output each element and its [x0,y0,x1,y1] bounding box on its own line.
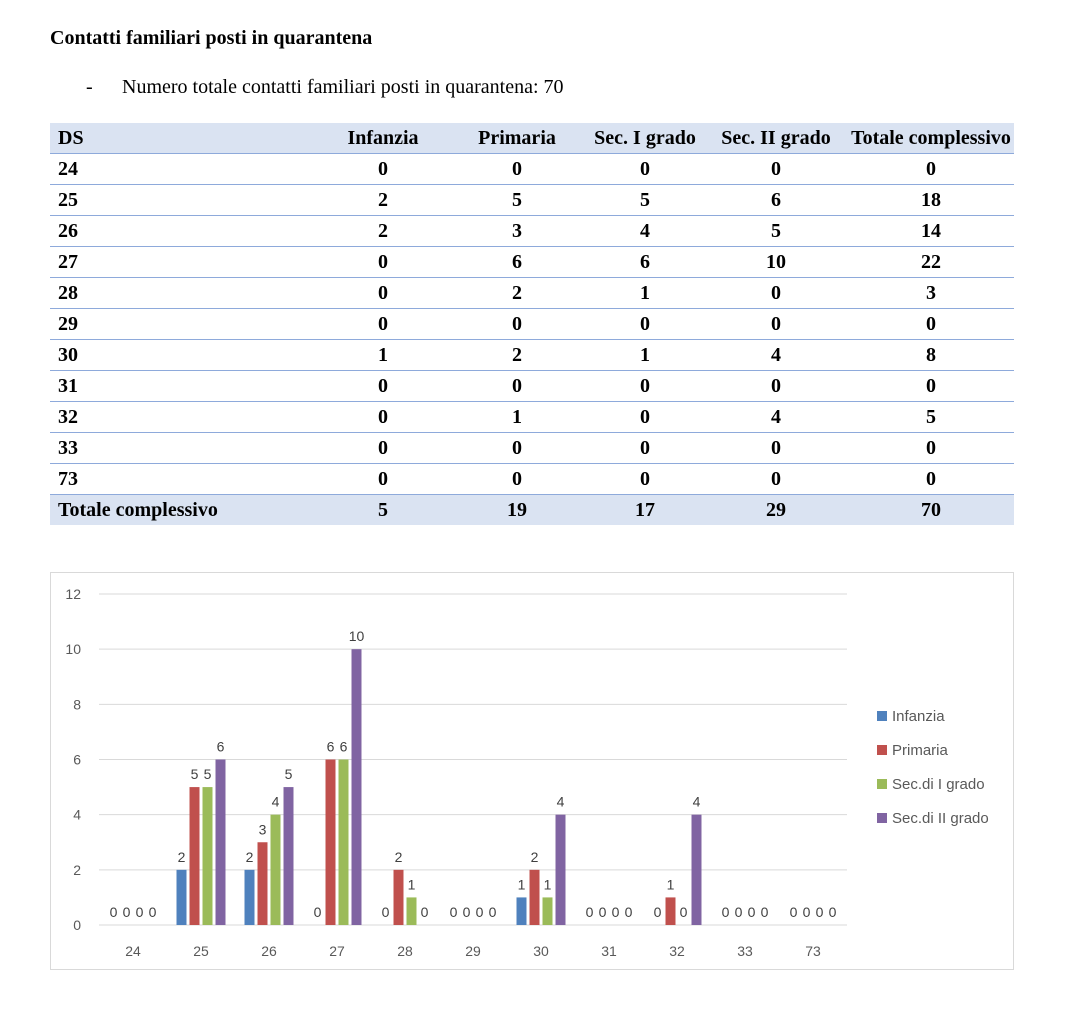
table-cell: 4 [704,340,848,371]
total-cell: 17 [635,499,655,521]
data-label: 0 [148,904,157,920]
total-cell: 70 [921,499,941,521]
data-label: 1 [517,876,526,893]
bar-sec-di-ii-grado [556,815,566,925]
table-cell: 6 [586,247,704,278]
table-cell: 0 [318,433,448,464]
data-label: 4 [692,793,701,810]
table-cell: 5 [704,216,848,247]
table-cell: 1 [448,402,586,433]
table-cell: 14 [848,216,1014,247]
x-tick-label: 27 [329,943,345,959]
table-row [50,464,1014,495]
total-cell: 5 [378,499,388,521]
data-label: 6 [326,738,335,755]
table-header-row [50,123,1014,154]
table-cell: 6 [448,247,586,278]
table-cell: 18 [848,185,1014,216]
data-label: 3 [258,821,267,838]
total-cell: 29 [766,499,786,521]
data-label: 0 [381,904,390,920]
header-infanzia: Infanzia [318,123,448,154]
legend-swatch [877,813,887,823]
data-label: 10 [348,628,365,645]
table-row [50,216,1014,247]
table-cell: 1 [586,340,704,371]
table-row [50,185,1014,216]
data-label: 0 [462,904,471,920]
bar-sec-di-ii-grado [692,815,702,925]
data-label: 0 [135,904,144,920]
table-cell: 2 [318,216,448,247]
table-cell: 0 [848,371,1014,402]
table-cell: 0 [448,464,586,495]
data-label: 0 [760,904,769,920]
table-cell: 0 [848,309,1014,340]
x-tick-label: 29 [465,943,481,959]
bar-primaria [394,870,404,925]
bar-primaria [666,897,676,925]
table-cell: 0 [448,433,586,464]
data-label: 0 [789,904,798,920]
table-row [50,278,1014,309]
data-label: 0 [611,904,620,920]
table-cell: 22 [848,247,1014,278]
table-cell: 0 [318,154,448,185]
table-cell: 4 [704,402,848,433]
data-label: 0 [747,904,756,920]
table-cell: 0 [848,433,1014,464]
data-label: 0 [653,904,662,920]
table-cell: 3 [448,216,586,247]
ds-cell: 33 [50,433,318,464]
bar-primaria [326,760,336,926]
data-label: 0 [679,904,688,920]
table-cell: 1 [586,278,704,309]
table-row [50,154,1014,185]
table-cell: 3 [848,278,1014,309]
data-label: 2 [177,848,186,865]
bar-primaria [190,787,200,925]
total-contacts-text: Numero totale contatti familiari posti in quarantena: 70 [122,76,564,98]
page-title: Contatti familiari posti in quarantena [50,27,373,49]
bar-sec-di-i-grado [339,760,349,926]
table-row [50,340,1014,371]
table-cell: 5 [848,402,1014,433]
ds-cell: 24 [50,154,318,185]
table-cell: 0 [448,309,586,340]
x-tick-label: 73 [805,943,821,959]
data-label: 0 [815,904,824,920]
data-label: 0 [122,904,131,920]
data-label: 0 [598,904,607,920]
table-row [50,247,1014,278]
x-tick-label: 28 [397,943,413,959]
table-cell: 0 [318,309,448,340]
bar-sec-di-ii-grado [352,649,362,925]
ds-cell: 30 [50,340,318,371]
data-label: 0 [585,904,594,920]
bar-primaria [530,870,540,925]
table-cell: 2 [318,185,448,216]
data-label: 1 [666,876,675,893]
bar-sec-di-i-grado [271,815,281,925]
table-cell: 10 [704,247,848,278]
table-row [50,402,1014,433]
table-cell: 0 [448,371,586,402]
table-row [50,433,1014,464]
table-total-row [50,495,1014,526]
table-cell: 2 [448,278,586,309]
x-tick-label: 32 [669,943,685,959]
ds-cell: 29 [50,309,318,340]
table-cell: 2 [448,340,586,371]
bar-sec-di-ii-grado [284,787,294,925]
bullet-marker: - [86,76,93,98]
ds-cell: 25 [50,185,318,216]
table-cell: 0 [318,247,448,278]
x-tick-label: 30 [533,943,549,959]
bar-infanzia [517,897,527,925]
header-totale: Totale complessivo [848,123,1014,154]
x-tick-label: 33 [737,943,753,959]
y-tick-label: 2 [73,861,81,878]
data-label: 0 [802,904,811,920]
data-label: 0 [828,904,837,920]
header-ds: DS [50,123,318,154]
y-tick-label: 6 [73,751,81,768]
data-label: 0 [449,904,458,920]
table-cell: 0 [586,433,704,464]
ds-cell: 28 [50,278,318,309]
bar-sec-di-i-grado [407,897,417,925]
ds-cell: 27 [50,247,318,278]
data-label: 0 [109,904,118,920]
table-cell: 0 [586,309,704,340]
data-label: 1 [407,876,416,893]
data-label: 2 [530,848,539,865]
y-tick-label: 0 [73,917,81,933]
table-cell: 0 [586,464,704,495]
ds-cell: 32 [50,402,318,433]
table-cell: 4 [586,216,704,247]
ds-cell: 31 [50,371,318,402]
legend-swatch [877,779,887,789]
table-cell: 0 [318,402,448,433]
data-label: 0 [488,904,497,920]
y-tick-label: 8 [73,696,81,713]
data-label: 0 [734,904,743,920]
data-label: 2 [245,848,254,865]
table-row [50,309,1014,340]
legend-label: Infanzia [892,708,945,725]
legend-swatch [877,745,887,755]
header-sec-i: Sec. I grado [586,123,704,154]
x-tick-label: 24 [125,943,141,959]
data-label: 0 [420,904,429,920]
data-label: 0 [475,904,484,920]
legend-label: Sec.di I grado [892,776,985,793]
total-cell: 19 [507,499,527,521]
bar-infanzia [177,870,187,925]
table-cell: 0 [704,464,848,495]
ds-cell: 26 [50,216,318,247]
table-cell: 5 [448,185,586,216]
y-tick-label: 10 [65,641,81,658]
quarantine-table [50,123,1014,525]
header-primaria: Primaria [448,123,586,154]
data-label: 5 [190,766,199,783]
table-cell: 0 [318,278,448,309]
data-label: 5 [203,766,212,783]
data-label: 6 [339,738,348,755]
table-cell: 0 [448,154,586,185]
chart-svg [51,573,1013,969]
data-label: 0 [721,904,730,920]
table-cell: 0 [586,371,704,402]
total-label: Totale complessivo [58,499,218,521]
data-label: 0 [313,904,322,920]
table-cell: 0 [704,278,848,309]
table-cell: 0 [848,464,1014,495]
table-cell: 0 [704,371,848,402]
x-tick-label: 25 [193,943,209,959]
bar-chart [50,572,1014,970]
ds-cell: 73 [50,464,318,495]
y-tick-label: 12 [65,586,81,602]
table-cell: 0 [586,154,704,185]
table-cell: 0 [318,464,448,495]
legend-label: Sec.di II grado [892,810,989,827]
table-cell: 0 [586,402,704,433]
table-cell: 1 [318,340,448,371]
data-label: 4 [271,793,280,810]
bar-sec-di-i-grado [203,787,213,925]
data-label: 1 [543,876,552,893]
data-label: 5 [284,766,293,783]
table-cell: 0 [848,154,1014,185]
header-sec-ii: Sec. II grado [704,123,848,154]
bar-sec-di-ii-grado [216,760,226,926]
x-tick-label: 26 [261,943,277,959]
table-cell: 0 [704,309,848,340]
table-row [50,371,1014,402]
bar-sec-di-i-grado [543,897,553,925]
legend-swatch [877,711,887,721]
y-tick-label: 4 [73,806,81,823]
data-label: 0 [624,904,633,920]
table-cell: 0 [318,371,448,402]
bar-infanzia [245,870,255,925]
legend-label: Primaria [892,742,948,759]
data-label: 2 [394,848,403,865]
table-cell: 0 [704,433,848,464]
data-label: 4 [556,793,565,810]
bar-primaria [258,842,268,925]
table-cell: 5 [586,185,704,216]
table-cell: 8 [848,340,1014,371]
x-tick-label: 31 [601,943,617,959]
table-cell: 6 [704,185,848,216]
table-cell: 0 [704,154,848,185]
data-label: 6 [216,738,225,755]
